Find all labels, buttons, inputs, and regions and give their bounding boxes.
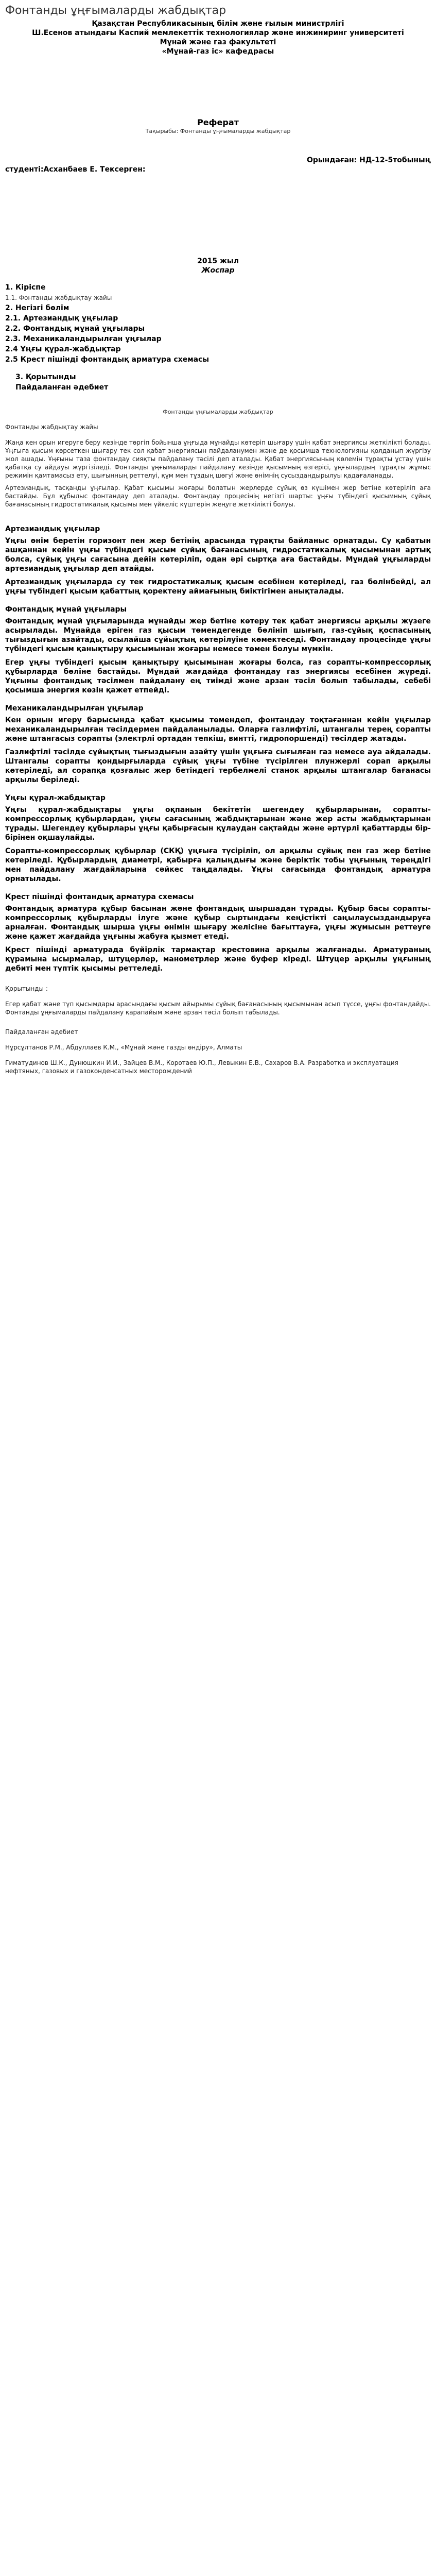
section: [0, 888, 436, 973]
institution-header: [0, 19, 436, 56]
reference-item: Гиматудинов Ш.К., Дунюшкин И.И., Зайцев В.М., Коротаев Ю.П., Левыкин Е.В., Сахаров В.А. Разработка и эксплуатация нефтяных, газовых и газоконденсатных месторождений: [5, 1059, 398, 1075]
section-paragraph: Егер ұңғы түбіндегі қысым қанықтыру қысымынан жоғары болса, газ сорапты-компрессорлық құбырларда бөліне бастайды. Мұндай жағдайда фонтандау газ энергиясы есебінен жүреді. Ұңғыны фонтандық тәсілмен пайдалану ең тиімді және арзан тәсіл болып табылады, себебі қосымша энергия көзін қажет етпейді.: [5, 658, 431, 694]
section-title: Фонтандық мұнай ұңғылары: [5, 605, 127, 614]
toc-conclusion: 3. Қорытынды: [15, 373, 76, 381]
section-title: Ұңғы құрал-жабдықтар: [5, 794, 106, 802]
intro-title: Фонтанды жабдықтау жайы: [5, 423, 98, 431]
document-page: [0, 0, 436, 1075]
section: [0, 600, 436, 695]
conclusion-title: Қорытынды :: [5, 985, 48, 992]
conclusion-text: Егер қабат және түп қысымдары арасындағы қысым айырымы сұйық бағанасының қысымынан асып түссе, ұңғы фонтандайды. Фонтанды ұңғымаларды пайдалану қарапайым және арзан тәсіл болып табылады.: [5, 1001, 431, 1016]
table-of-contents: [0, 282, 436, 365]
student-line: студенті:Асханбаев Е. Тексерген:: [5, 165, 146, 174]
report-year: 2015 жыл: [197, 257, 239, 265]
toc-item: 2.2. Фонтандық мұнай ұңғылары: [5, 325, 145, 333]
section-paragraph: Фонтандық арматура құбыр басынан және фонтандық шыршадан тұрады. Құбыр басы сорапты-компрессорлық құбырларды ілуге және құбыр сыртындағы кеңістікті саңылаусыздандыруға арналған. Фонтандық шырша ұңғы өнімін шығару желісіне бағыттауға, ұңғы жұмысын реттеуге және қажет жағдайда ұңғыны жабуға қызмет етеді.: [5, 905, 431, 941]
report-topic: Тақырыбы: Фонтанды ұңғымаларды жабдықтар: [145, 128, 291, 134]
section-paragraph: Газлифтілі тәсілде сұйықтың тығыздығын азайту үшін ұңғыға сығылған газ немесе ауа айдалады. Штангалы сорапты қондырғыларда сұйық ұңғы түбіне түсірілген плунжерлі сорап арқылы көтеріледі, ал сорапқа қозғалыс жер бетіндегі тербелмелі станок арқылы штангалар бағанасы арқылы беріледі.: [5, 748, 431, 784]
toc-literature: Пайдаланған әдебиет: [15, 383, 109, 392]
ministry-name: Қазақстан Республикасының білім және ғылым министрлігі: [92, 20, 344, 28]
section-paragraph: Фонтандық мұнай ұңғыларында мұнайды жер бетіне көтеру тек қабат энергиясы арқылы жүзеге асырылады. Мұнайда еріген газ қысым төмендегенде бөлініп шығып, газ-сұйық қоспасының тығыздығын азайтады, осылайша сұйықтың көтерілуіне көмектеседі. Фонтандау процесінде ұңғы түбіндегі қысым қанықтыру қысымынан жоғары немесе төмен болуы мүмкін.: [5, 617, 431, 653]
performed-by: Орындаған: НД-12-5тобының: [306, 156, 431, 164]
section-paragraph: Сорапты-компрессорлық құбырлар (СКҚ) ұңғыға түсіріліп, ол арқылы сұйық пен газ жер бетіне көтеріледі. Құбырлардың диаметрі, қабырға қалыңдығы және беріктік тобы ұңғының тереңдігі мен пайдалану жағдайларына сәйкес таңдалады. Ұңғы сағасында фонтандық арматура орнатылады.: [5, 847, 431, 883]
section-paragraph: Кен орнын игеру барысында қабат қысымы төмендеп, фонтандау тоқтағаннан кейін ұңғылар механикаландырылған тәсілдермен пайдаланылады. Оларға газлифтілі, штангалы терең сорапты және штангасыз сорапты (электрлі ортадан тепкіш, винтті, гидропоршенді) тәсілдер жатады.: [5, 716, 431, 743]
intro-paragraph: Артезиандық, тасқанды ұңғылар. Қабат қысымы жоғары болатын жерлерде сұйық өз күшімен жер бетіне көтеріліп аға бастайды. Бұл құбылыс фонтандау деп аталады. Фонтандау процесінің негізгі шарты: ұңғы түбіндегі қысымның сұйық бағанасының гидростатикалық қысымы мен үйкеліс күштерін жеңуге жеткілікті болуы.: [5, 484, 431, 508]
intro-paragraph: Жаңа кен орын игеруге беру кезінде төргіп бойынша ұңғыда мұнайды көтеріп шығару үшін қабат энергиясы жеткілікті болады. Ұңғыға қысым көрсеткен шығару тек сол қабат энергиясын пайдаланумен және де қосымша технологияны қолданып жүргізу жол ашады. Ұңғыны таза фонтандау сияқты пайдалану тәсілі деп аталады. Қабат энергиясының көлемін тұрақты ұстау үшін қабатқа су айдауы жүргізіледі. Фонтанды ұңғымаларды пайдалану кезінде қысымның өзгерісі, ұңғылардың тұрақты жұмыс режимін қамтамасыз ету, шығынның реттелуі, құм мен тұздың шөгуі және өнімнің сусыздандырылуы қадағаланады.: [5, 439, 431, 479]
section: [0, 789, 436, 884]
toc-item: 2. Негізгі бөлім: [5, 304, 69, 312]
section-title: Механикаландырылған ұңғылар: [5, 704, 144, 713]
section-title: Крест пішінді фонтандық арматура схемасы: [5, 893, 194, 901]
toc-item: 1.1. Фонтанды жабдықтау жайы: [5, 294, 112, 301]
toc-item: 2.4 Ұңғы құрал-жабдықтар: [5, 345, 121, 353]
faculty-name: Мұнай және газ факультеті: [160, 38, 276, 46]
toc-item: 1. Кіріспе: [5, 283, 46, 292]
section-paragraph: Артезиандық ұңғыларда су тек гидростатикалық қысым есебінен көтеріледі, газ бөлінбейді, ал ұңғы түбіндегі қысым қабаттың қоректену аймағының биіктігімен анықталады.: [5, 578, 431, 596]
report-label: Реферат: [197, 117, 239, 127]
toc-item: 2.5 Крест пішінді фонтандық арматура схемасы: [5, 355, 210, 364]
document-title: Фонтанды ұңғымаларды жабдықтар: [5, 4, 226, 17]
section-paragraph: Ұңғы өнім беретін горизонт пен жер бетінің арасында тұрақты байланыс орнатады. Су қабатын ашқаннан кейін ұңғы түбіндегі қысым сұйық бағанасының гидростатикалық қысымынан артық болса, сұйық ұңғы сағасына дейін көтеріліп, одан әрі сыртқа аға бастайды. Мұндай ұңғыларды артезиандық ұңғылар деп атайды.: [5, 537, 431, 573]
toc-item: 2.1. Артезиандық ұңғылар: [5, 314, 118, 323]
department-name: «Мұнай-газ іс» кафедрасы: [162, 47, 274, 56]
references-title: Пайдаланған әдебиет: [5, 1028, 78, 1036]
section-paragraph: Ұңғы құрал-жабдықтары ұңғы оқпанын бекітетін шегендеу құбырларынан, сорапты-компрессорлық құбырлардан, ұңғы сағасының жабдықтарынан және жер асты жабдықтарынан тұрады. Шегендеу құбырлары ұңғы қабырғасын құлаудан сақтайды және әртүрлі қабаттарды бір-бірінен оқшаулайды.: [5, 806, 431, 842]
section: [0, 699, 436, 785]
body-caption: Фонтанды ұңғымаларды жабдықтар: [163, 409, 273, 415]
section-paragraph: Крест пішінді арматурада бүйірлік тармақтар крестовина арқылы жалғанады. Арматураның құрамына ысырмалар, штуцерлер, манометрлер және буфер кіреді. Штуцер арқылы ұңғының дебиті мен түптік қысымы реттеледі.: [5, 946, 431, 973]
university-name: Ш.Есенов атындағы Каспий мемлекеттік технологиялар және инжиниринг университеті: [32, 29, 404, 37]
section: [0, 520, 436, 596]
reference-item: Нұрсұлтанов Р.М., Абдуллаев К.М., «Мұнай және газды өндіру», Алматы: [5, 1044, 242, 1051]
plan-title: Жоспар: [201, 266, 235, 275]
section-title: Артезиандық ұңғылар: [5, 525, 100, 533]
toc-item: 2.3. Механикаландырылған ұңғылар: [5, 335, 162, 343]
